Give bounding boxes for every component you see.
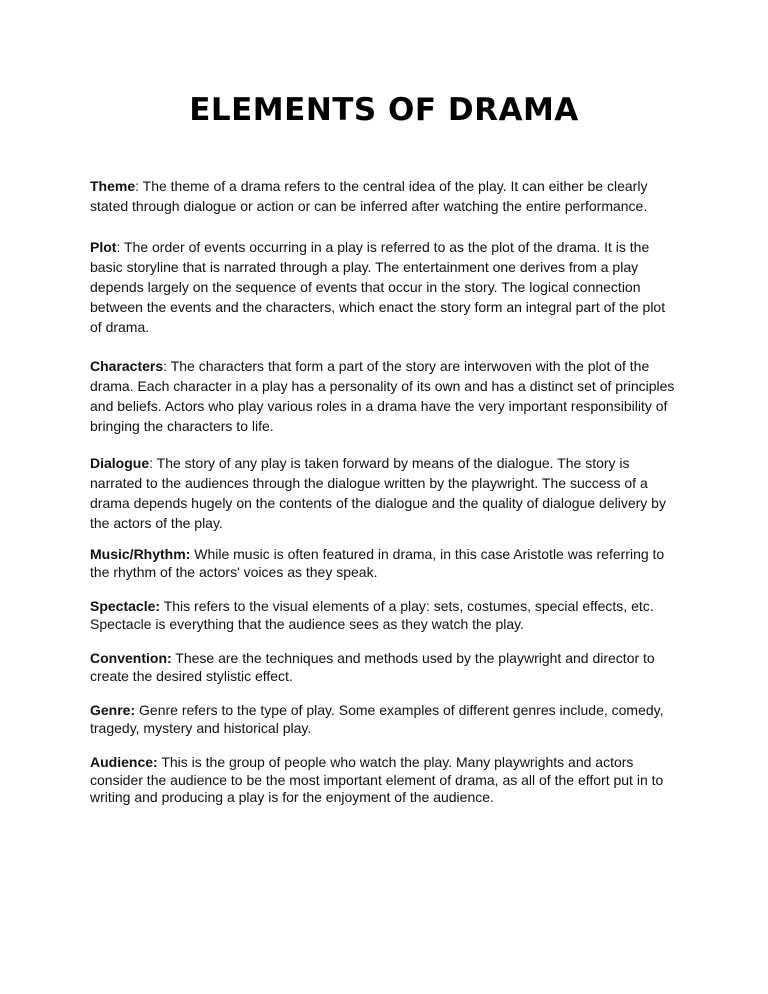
term-separator: : (135, 178, 143, 194)
paragraph-genre (90, 702, 680, 737)
definition-music-rhythm: While music is often featured in drama, in this case Aristotle was referring to the rhythm of the actors' voices as they speak. (90, 546, 665, 580)
paragraph-spectacle (90, 598, 680, 633)
term-separator: : (149, 455, 157, 471)
term-convention: Convention: (90, 650, 172, 666)
definition-theme: The theme of a drama refers to the central idea of the play. It can either be clearly stated through dialogue or action or can be inferred after watching the entire performance. (90, 178, 648, 214)
paragraph-theme (90, 176, 680, 216)
term-separator: : (163, 358, 171, 374)
term-plot: Plot (90, 239, 117, 255)
definition-audience: This is the group of people who watch the play. Many playwrights and actors consider the audience to be the most important element of drama, as all of the effort put in to writing and producing a play is for the enjoyment of the audience. (90, 754, 664, 805)
term-music-rhythm: Music/Rhythm: (90, 546, 191, 562)
paragraph-convention (90, 650, 680, 685)
paragraph-audience (90, 754, 680, 807)
definition-spectacle: This refers to the visual elements of a play: sets, costumes, special effects, etc. Spectacle is everything that the audience sees as they watch the play. (90, 598, 654, 632)
term-separator: : (116, 239, 124, 255)
paragraph-characters (90, 356, 680, 436)
definition-convention: These are the techniques and methods used by the playwright and director to create the desired stylistic effect. (90, 650, 655, 684)
paragraph-plot (90, 237, 680, 337)
term-spectacle: Spectacle: (90, 598, 161, 614)
term-characters: Characters (90, 358, 164, 374)
definition-dialogue: The story of any play is taken forward by means of the dialogue. The story is narrated to the audiences through the dialogue written by the playwright. The success of a drama depends hugely on the contents of the dialogue and the quality of dialogue delivery by the actors of the play. (90, 455, 666, 531)
paragraph-music-rhythm (90, 546, 680, 581)
term-dialogue: Dialogue (90, 455, 150, 471)
term-theme: Theme (90, 178, 136, 194)
definition-characters: The characters that form a part of the story are interwoven with the plot of the drama. Each character in a play has a personality of its own and has a distinct set of principles and beliefs. Actors who play various roles in a drama have the very important responsibility of bringing the characters to life. (90, 358, 675, 434)
term-genre: Genre: (90, 702, 136, 718)
definition-plot: The order of events occurring in a play is referred to as the plot of the drama. It is the basic storyline that is narrated through a play. The entertainment one derives from a play depends largely on the sequence of events that occur in the story. The logical connection between the events and the characters, which enact the story form an integral part of the plot of drama. (90, 239, 666, 335)
definition-genre: Genre refers to the type of play. Some examples of different genres include, comedy, tragedy, mystery and historical play. (90, 702, 664, 736)
document-body (90, 176, 680, 807)
paragraph-dialogue (90, 453, 680, 533)
term-audience: Audience: (90, 754, 158, 770)
page-title: ELEMENTS OF DRAMA (189, 92, 579, 128)
